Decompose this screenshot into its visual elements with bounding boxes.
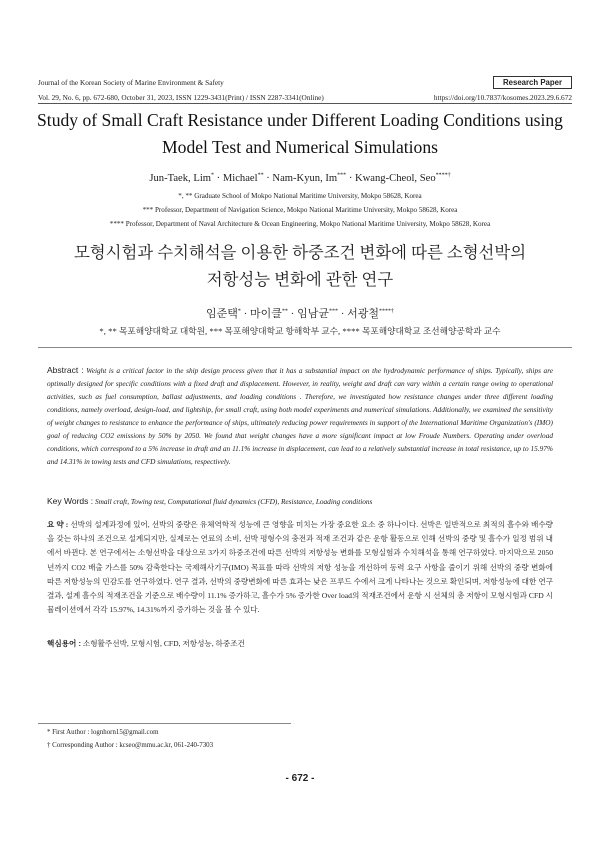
journal-name: Journal of the Korean Society of Marine Environment & Safety bbox=[38, 78, 224, 87]
header-divider bbox=[38, 103, 572, 104]
korean-abstract bbox=[47, 518, 553, 617]
paper-title-line-2: Model Test and Numerical Simulations bbox=[162, 137, 438, 157]
author-name: Nam-Kyun, Im bbox=[272, 173, 338, 184]
author-mark: ****† bbox=[435, 172, 451, 179]
author-mark: *** bbox=[337, 172, 347, 179]
abstract-text: Weight is a critical factor in the ship design process given that it has a substantial impact on the hydrodynamic performance of ships. Typically, ships are optimally designed for specific conditions with a fixed draft and displacement. However, in reality, weight and draft can vary within a certain range owing to operational activities, such as fuel consumption, ballast adjustments, and loading conditions . Therefore, we investigated how resistance changes under three different loading conditions, namely overload, design-load, and lightship, for small craft, using both model experiments and numerical simulations. Additionally, we examined the sensitivity of weight changes to resistance to enhance the performance of ships, ultimately reducing power requirements in support of the International Maritime Organization's (IMO) goal of reducing CO2 emissions by 50% by 2050. We found that weight changes have a more significant impact at low Froude Numbers. Operating under overload conditions, which correspond to a 5% increase in draft and an 11.1% increase in displacement, can lead to a relatively substantial increase in total resistance, up to 15.97% and 14.31% in towing tests and CFD simulations, respectively. bbox=[47, 366, 553, 466]
korean-title-line-1: 모형시험과 수치해석을 이용한 하중조건 변화에 따른 소형선박의 bbox=[73, 243, 527, 262]
section-divider bbox=[38, 347, 572, 348]
author-name: Jun-Taek, Lim bbox=[149, 173, 212, 184]
first-author-footnote: * First Author : lognhorn15@gmail.com bbox=[47, 729, 159, 736]
author-name: 마이클 bbox=[250, 308, 282, 320]
author-mark: ****† bbox=[379, 308, 395, 315]
korean-title-line-2: 저항성능 변화에 관한 연구 bbox=[206, 270, 394, 289]
author-name: 임준택 bbox=[205, 308, 238, 320]
volume-info: Vol. 29, No. 6, pp. 672-680, October 31, 2023, ISSN 1229-3431(Print) / ISSN 2287-3341(Online) bbox=[38, 93, 324, 102]
keywords bbox=[47, 496, 553, 506]
affiliation-line: **** Professor, Department of Naval Architecture & Ocean Engineering, Mokpo National Maritime University, Mokpo 58628, Korea bbox=[109, 220, 491, 228]
korean-affiliation: *, ** 목포해양대학교 대학원, *** 목포해양대학교 항해학부 교수, **** 목포해양대학교 조선해양공학과 교수 bbox=[99, 326, 501, 336]
author-separator: · bbox=[290, 308, 295, 320]
abstract bbox=[47, 364, 553, 468]
author-name: 서광철 bbox=[347, 308, 380, 320]
paper-type-badge: Research Paper bbox=[493, 76, 572, 89]
korean-title bbox=[28, 239, 572, 293]
author-separator: · bbox=[348, 173, 353, 184]
author-mark: ** bbox=[257, 172, 264, 179]
author-mark: * bbox=[237, 308, 241, 315]
author-mark: ** bbox=[281, 308, 288, 315]
author-name: 임남균 bbox=[297, 308, 329, 320]
affiliation-line: *, ** Graduate School of Mokpo National Maritime University, Mokpo 58628, Korea bbox=[178, 192, 422, 200]
paper-title-line-1: Study of Small Craft Resistance under Different Loading Conditions using bbox=[37, 110, 563, 130]
author-name: Kwang-Cheol, Seo bbox=[355, 173, 436, 184]
author-mark: * bbox=[211, 172, 215, 179]
korean-abstract-label: 요 약 : bbox=[47, 520, 69, 529]
doi-link[interactable]: https://doi.org/10.7837/kosomes.2023.29.6.672 bbox=[433, 93, 572, 102]
korean-abstract-text: 선박의 설계과정에 있어, 선박의 중량은 유체역학적 성능에 큰 영향을 미치는 가장 중요한 요소 중 하나이다. 선박은 일반적으로 최적의 흘수와 배수량을 갖는 하나의 조건으로 설계되지만, 실제로는 연료의 소비, 선박 평형수의 충전과 적재 조건과 같은 운항 활동으로 인해 선박의 중량 및 흘수가 일정 범위 내에서 바뀐다. 본 연구에서는 소형선박을 대상으로 3가지 하중조건에 따른 선박의 저항성능 변화를 모형실험과 수치해석을 통해 연구하였다. 마지막으로 2050년까지 CO2 배출 가스를 50% 감축한다는 국제해사기구(IMO) 목표를 따라 선박의 저항 성능을 개선하여 동력 요구 사항을 줄이기 위해 선박의 중량 변화에 따른 저항성능의 민감도를 연구하였다. 연구 결과, 선박의 중량변화에 따른 효과는 낮은 프루드 수에서 크게 나타나는 것으로 확인되며, 저항성능에 대한 연구 결과, 설계 흘수의 적재조건을 기준으로 배수량이 11.1% 증가하고, 흘수가 5% 증가한 Over load의 적재조건에서 운항 시 선체의 총 저항이 모형시험과 CFD 시뮬레이션에서 각각 15.97%, 14.31%까지 증가하는 것을 볼 수 있다. bbox=[47, 520, 553, 615]
author-name: Michael bbox=[222, 173, 258, 184]
corresponding-author-footnote: † Corresponding Author : kcseo@mmu.ac.kr, 061-240-7303 bbox=[47, 742, 214, 749]
author-separator: · bbox=[243, 308, 248, 320]
author-list bbox=[28, 173, 572, 184]
author-separator: · bbox=[216, 173, 221, 184]
author-separator: · bbox=[340, 308, 345, 320]
paper-title bbox=[28, 107, 572, 161]
page-number: - 672 - bbox=[285, 773, 315, 784]
korean-keywords bbox=[47, 638, 245, 649]
author-mark: *** bbox=[328, 308, 338, 315]
korean-keywords-label: 핵심용어 : bbox=[47, 639, 81, 648]
abstract-label: Abstract : bbox=[47, 365, 84, 375]
footnote-divider bbox=[38, 723, 291, 724]
korean-keywords-text: 소형활주선박, 모형시험, CFD, 저항성능, 하중조건 bbox=[82, 639, 245, 648]
korean-author-list bbox=[28, 305, 572, 321]
author-separator: · bbox=[266, 173, 270, 184]
keywords-label: Key Words : bbox=[47, 496, 94, 506]
affiliation-line: *** Professor, Department of Navigation Science, Mokpo National Maritime University, Mokpo 58628, Korea bbox=[142, 206, 458, 214]
keywords-text: Small craft, Towing test, Computational fluid dynamics (CFD), Resistance, Loading conditions bbox=[94, 497, 373, 506]
